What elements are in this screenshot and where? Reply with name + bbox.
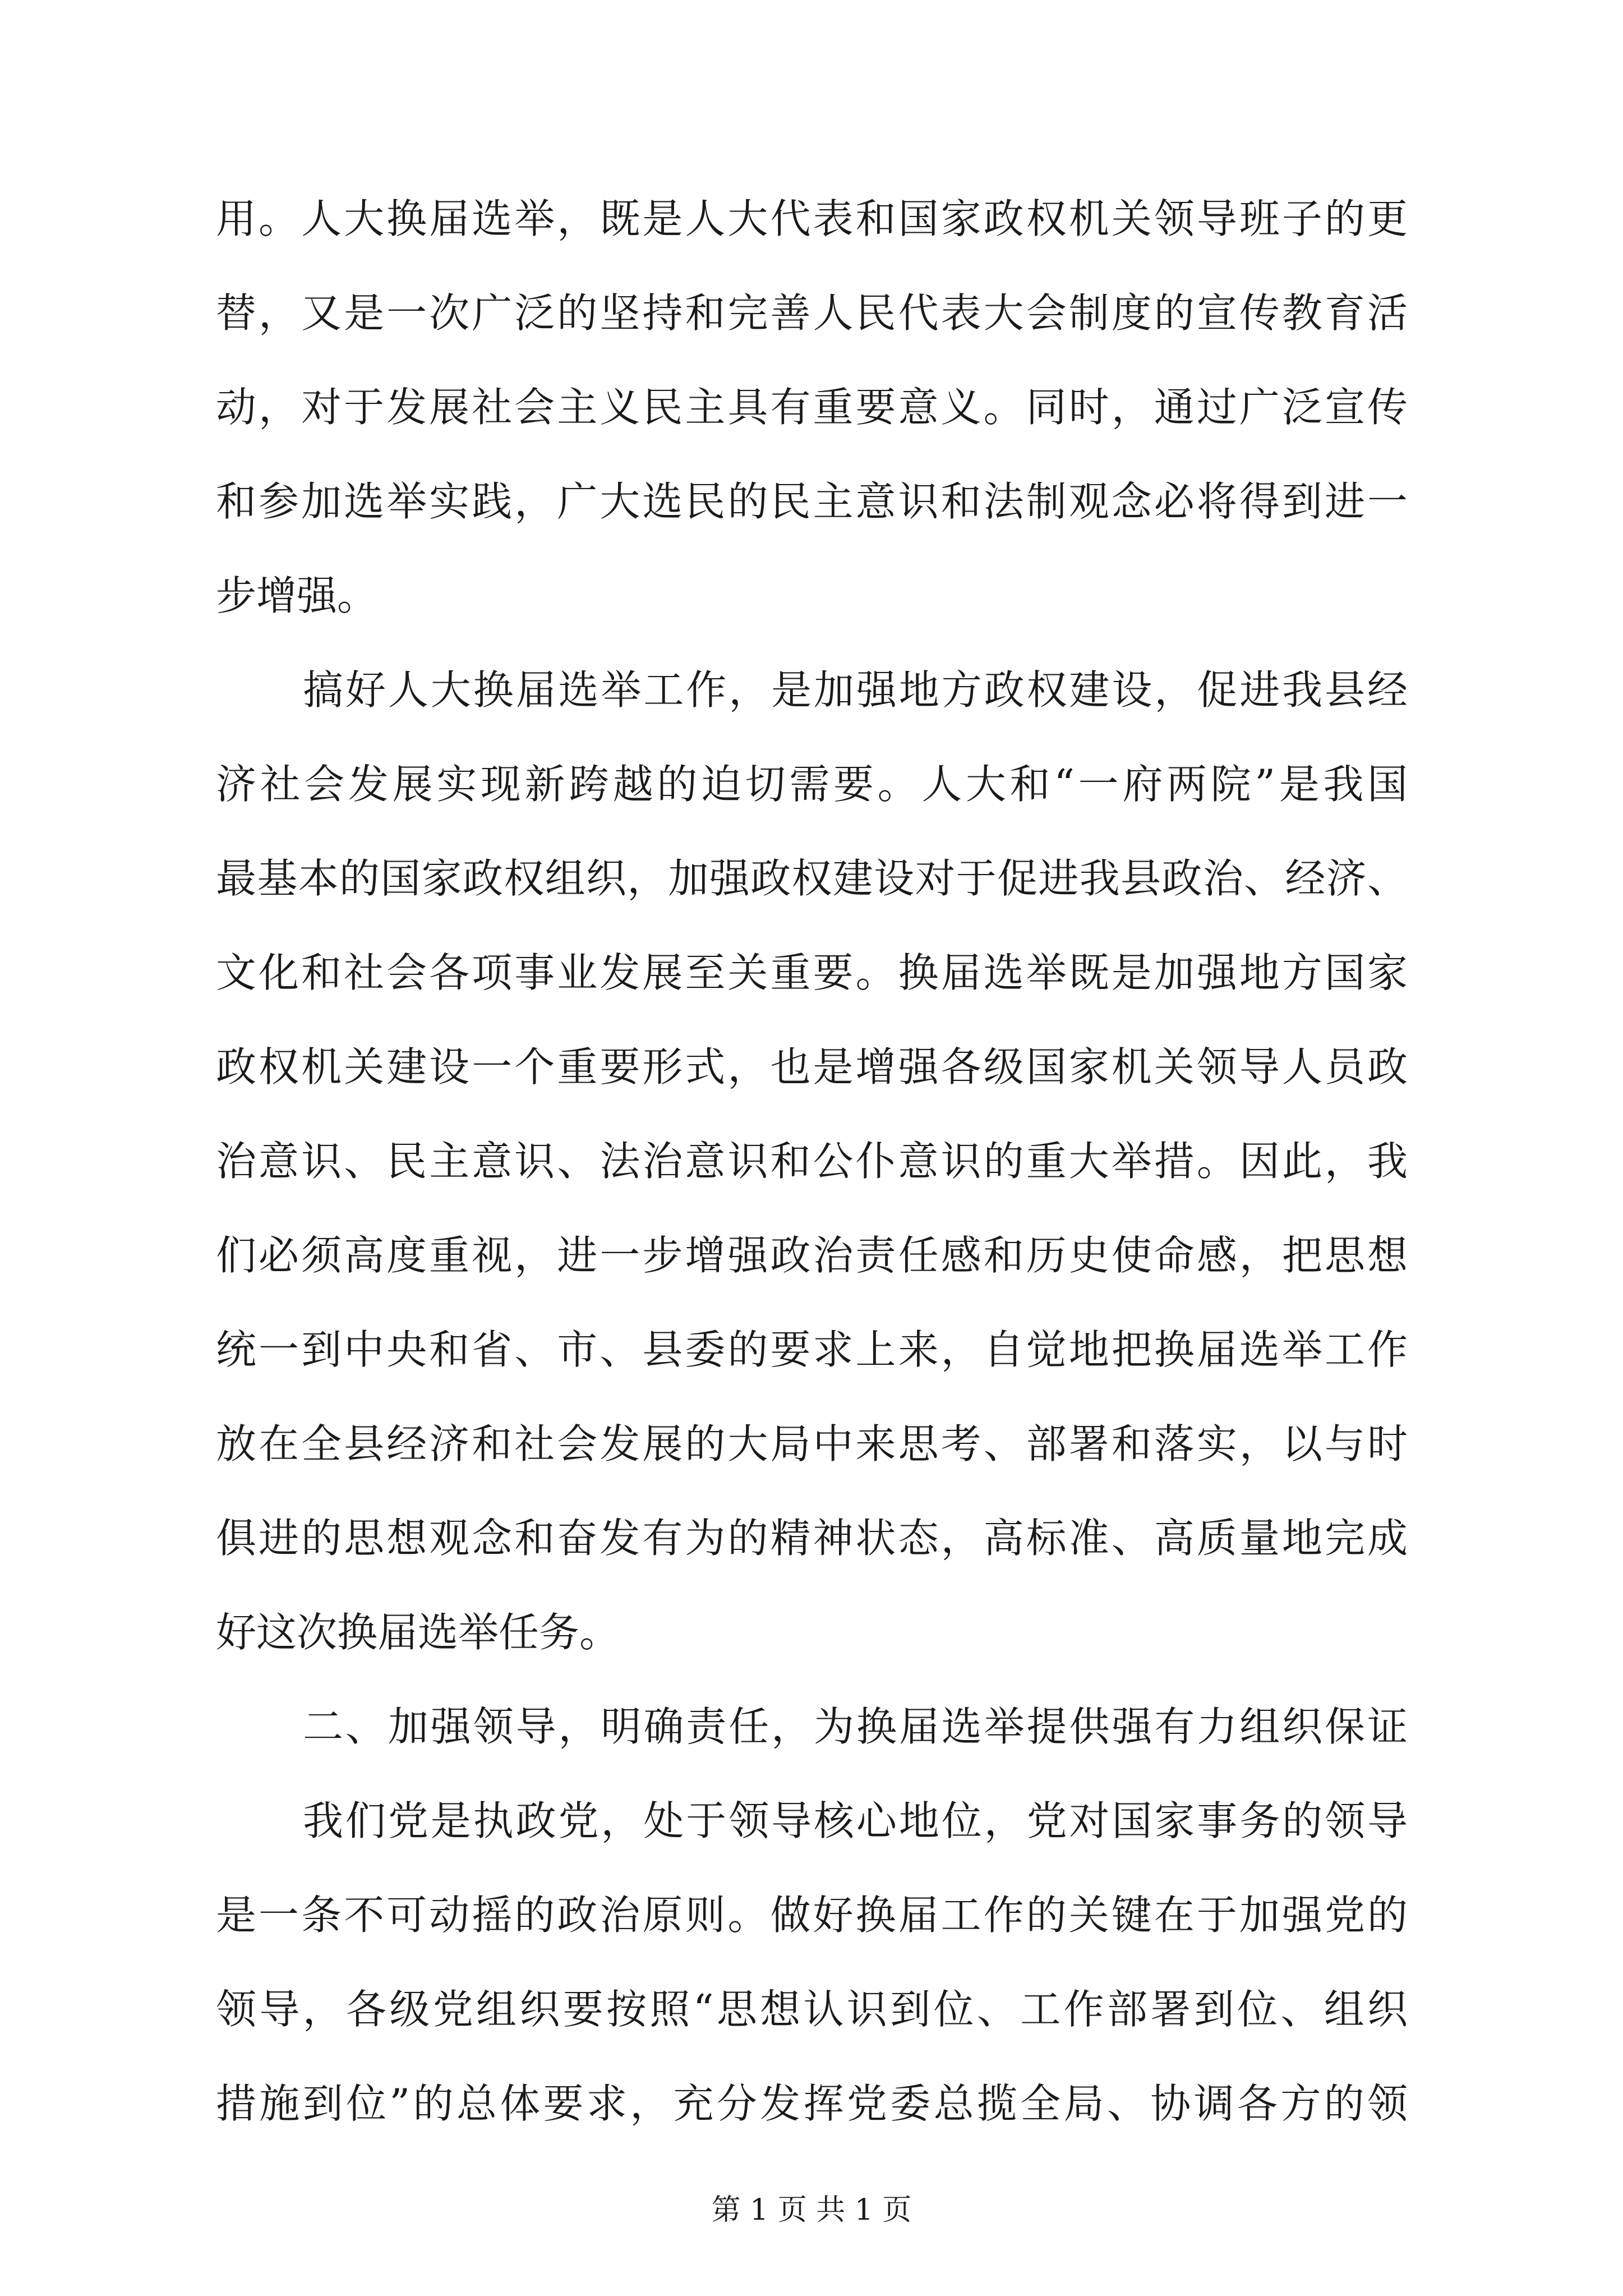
text-line: 俱进的思想观念和奋发有为的精神状态，高标准、高质量地完成: [216, 1515, 1408, 1562]
page-footer: 第 1 页 共 1 页: [711, 2193, 912, 2227]
paragraph-first-line: 搞好人大换届选举工作，是加强地方政权建设，促进我县经: [303, 666, 1408, 714]
text-line: 统一到中央和省、市、县委的要求上来，自觉地把换届选举工作: [216, 1326, 1408, 1373]
text-line: 和参加选举实践，广大选民的民主意识和法制观念必将得到进一: [216, 478, 1408, 525]
section-heading: 二、加强领导，明确责任，为换届选举提供强有力组织保证: [303, 1703, 1408, 1750]
text-line: 步增强。: [216, 572, 378, 619]
text-line: 动，对于发展社会主义民主具有重要意义。同时，通过广泛宣传: [216, 384, 1408, 431]
text-line: 领导，各级党组织要按照“思想认识到位、工作部署到位、组织: [216, 1986, 1408, 2033]
text-line: 文化和社会各项事业发展至关重要。换届选举既是加强地方国家: [216, 949, 1408, 996]
text-line: 替，又是一次广泛的坚持和完善人民代表大会制度的宣传教育活: [216, 289, 1408, 337]
text-line: 们必须高度重视，进一步增强政治责任感和历史使命感，把思想: [216, 1232, 1408, 1279]
text-line: 政权机关建设一个重要形式，也是增强各级国家机关领导人员政: [216, 1043, 1408, 1091]
text-line: 措施到位”的总体要求，充分发挥党委总揽全局、协调各方的领: [216, 2080, 1408, 2127]
text-line: 治意识、民主意识、法治意识和公仆意识的重大举措。因此，我: [216, 1138, 1408, 1185]
text-line: 济社会发展实现新跨越的迫切需要。人大和“一府两院”是我国: [216, 761, 1408, 808]
text-line: 好这次换届选举任务。: [216, 1609, 620, 1656]
text-line: 最基本的国家政权组织，加强政权建设对于促进我县政治、经济、: [216, 855, 1408, 902]
text-line: 是一条不可动摇的政治原则。做好换届工作的关键在于加强党的: [216, 1892, 1408, 1939]
text-line: 放在全县经济和社会发展的大局中来思考、部署和落实，以与时: [216, 1420, 1408, 1467]
paragraph-first-line: 我们党是执政党，处于领导核心地位，党对国家事务的领导: [303, 1797, 1408, 1844]
text-line: 用。人大换届选举，既是人大代表和国家政权机关领导班子的更: [216, 195, 1408, 242]
